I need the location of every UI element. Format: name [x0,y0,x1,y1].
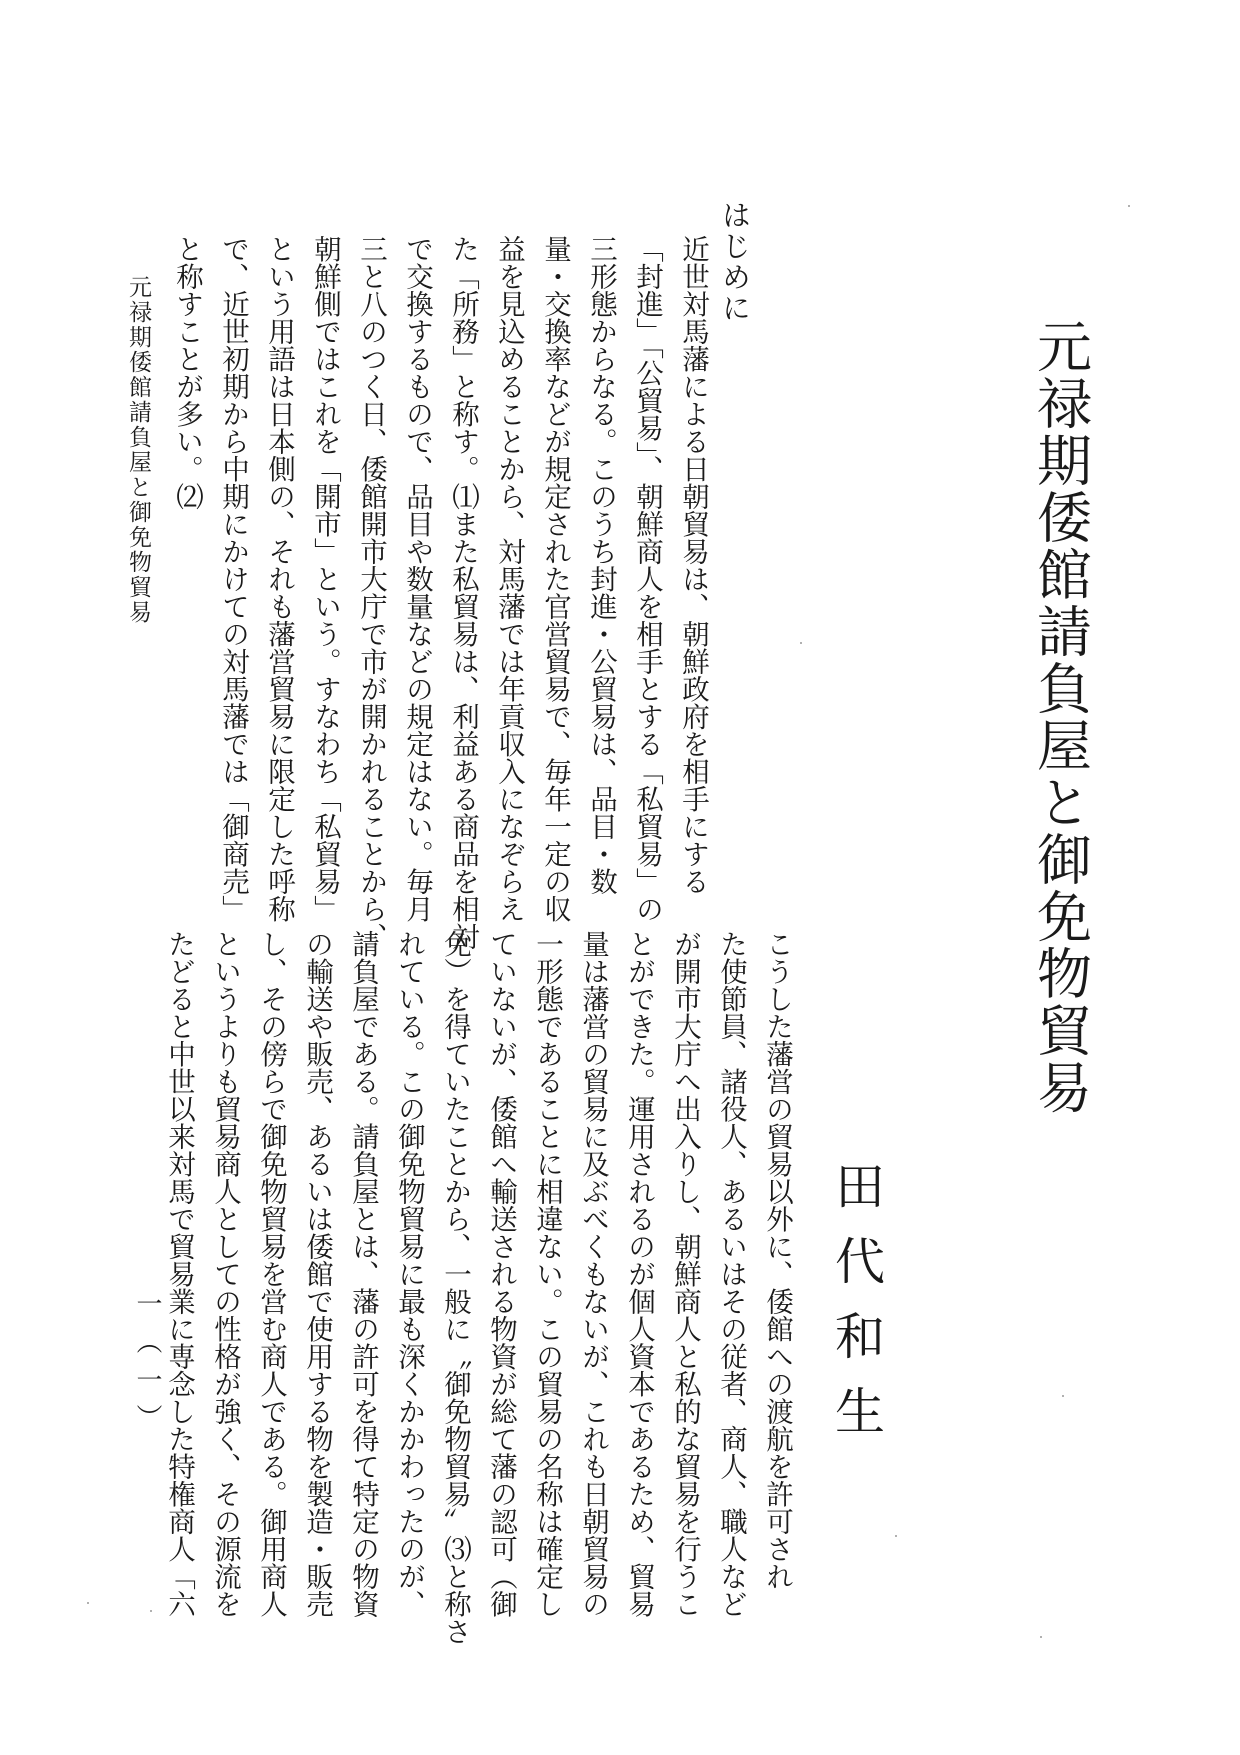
body-line: れている。この御免物貿易に最も深くかかわったのが、 [393,930,425,1618]
scan-speck [1062,1395,1064,1397]
body-line: 近世対馬藩による日朝貿易は、朝鮮政府を相手にする [677,235,709,895]
body-line: 朝鮮側ではこれを「開市」という。すなわち「私貿易」 [309,235,341,923]
body-line: というよりも貿易商人としての性格が強く、その源流を [209,930,241,1618]
scan-speck [895,1535,897,1537]
body-line: 益を見込めることから、対馬藩では年貢収入になぞらえ [493,235,525,923]
body-line: たどると中世以来対馬で貿易業に専念した特権商人「六 [163,930,195,1618]
scan-speck [87,1602,89,1604]
section-heading: はじめに [718,200,752,324]
scan-speck [800,642,802,644]
body-line: と称すことが多い。⑵ [171,235,203,510]
page-number: 一（一） [132,1290,162,1442]
body-line: とができた。運用されるのが個人資本であるため、貿易 [623,930,655,1618]
body-line: で交換するもので、品目や数量などの規定はない。毎月 [401,235,433,923]
scan-speck [150,1610,152,1612]
body-line: 一形態であることに相違ない。この貿易の名称は確定し [531,930,563,1618]
author-name: 田代和生 [827,1160,885,1460]
body-line: 免）を得ていたことから、一般に〝御免物貿易〟⑶と称さ [439,930,471,1645]
body-line: 量は藩営の貿易に及ぶべくもないが、これも日朝貿易の [577,930,609,1618]
body-line: 「封進」「公貿易」、朝鮮商人を相手とする「私貿易」の [631,235,663,923]
scan-speck [1040,1636,1042,1638]
body-line: が開市大庁へ出入りし、朝鮮商人と私的な貿易を行うこ [669,930,701,1618]
body-line: こうした藩営の貿易以外に、倭館への渡航を許可され [761,930,793,1590]
body-line: 請負屋である。請負屋とは、藩の許可を得て特定の物資 [347,930,379,1618]
body-line: し、その傍らで御免物貿易を営む商人である。御用商人 [255,930,287,1618]
body-line: という用語は日本側の、それも藩営貿易に限定した呼称 [263,235,295,923]
body-line: 三形態からなる。このうち封進・公貿易は、品目・数 [585,235,617,895]
body-line: ていないが、倭館へ輸送される物資が総て藩の認可（御 [485,930,517,1618]
body-line: の輸送や販売、あるいは倭館で使用する物を製造・販売 [301,930,333,1618]
running-footer: 元禄期倭館請負屋と御免物貿易 [125,275,151,625]
body-line: た「所務」と称す。⑴また私貿易は、利益ある商品を相対 [447,235,479,950]
article-title: 元禄期倭館請負屋と御免物貿易 [1028,318,1092,1116]
body-line: 量・交換率などが規定された官営貿易で、毎年一定の収 [539,235,571,923]
body-line: 三と八のつく日、倭館開市大庁で市が開かれることから、 [355,235,387,950]
scan-speck [1128,205,1130,207]
body-line: た使節員、諸役人、あるいはその従者、商人、職人など [715,930,747,1618]
body-line: で、近世初期から中期にかけての対馬藩では「御商売」 [217,235,249,923]
